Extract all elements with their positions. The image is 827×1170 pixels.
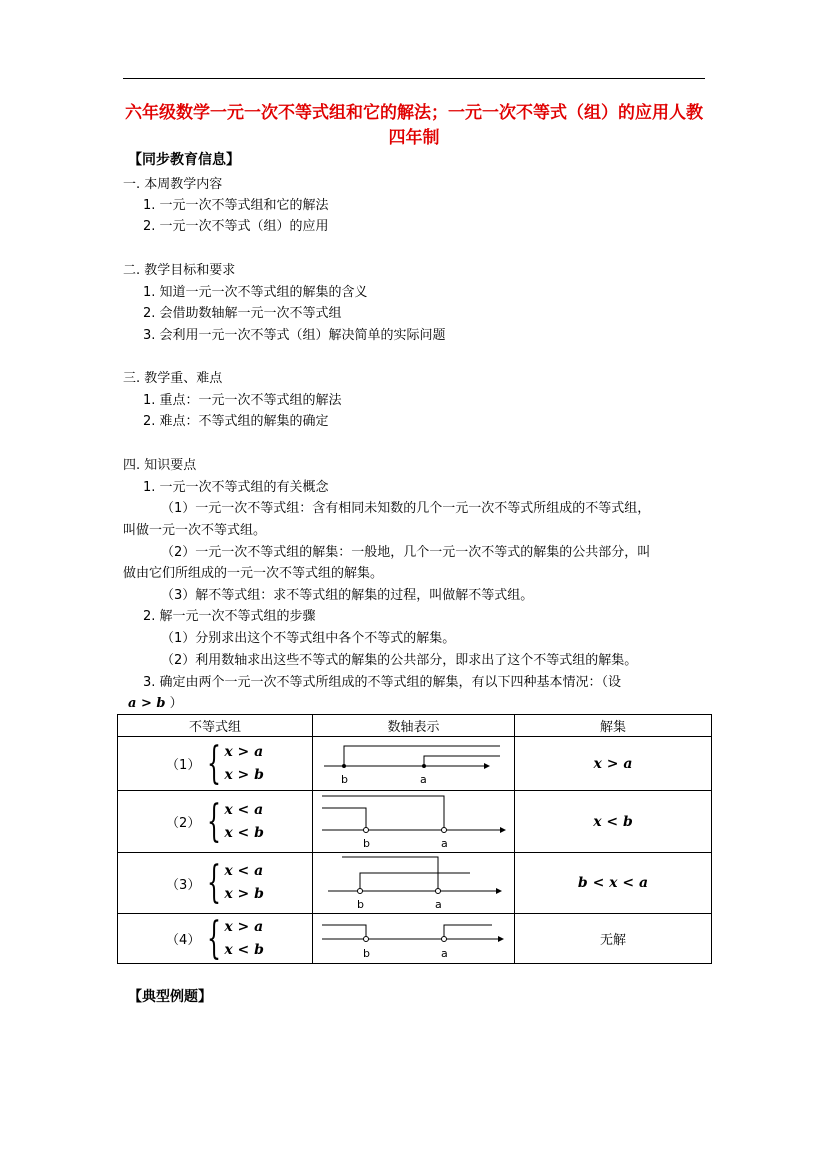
inequality-system-cell: [118, 853, 313, 914]
brace-symbol: {: [207, 912, 222, 964]
number-line-diagram-3: [314, 853, 514, 913]
point-b: [357, 889, 362, 894]
inequality: x > a: [224, 743, 264, 760]
inequality-system-cell: [118, 737, 313, 791]
section2-heading: 二. 教学目标和要求: [123, 263, 236, 278]
solution-bracket-b: [322, 925, 366, 939]
table-row: [118, 853, 712, 914]
number-line-diagram-1: [314, 738, 514, 790]
section1-item: 2. 一元一次不等式（组）的应用: [143, 219, 329, 234]
cases-intro: 3. 确定由两个一元一次不等式所组成的不等式组的解集，有以下四种基本情况：（设: [143, 675, 622, 690]
label-b: b: [362, 836, 370, 850]
section4-heading: 四. 知识要点: [123, 458, 197, 473]
solution-bracket-a: [424, 756, 500, 766]
concept-text: （3）解不等式组：求不等式组的解集的过程，叫做解不等式组。: [161, 588, 534, 603]
solution-bracket-a: [322, 796, 444, 830]
case-number: （2）: [166, 816, 201, 831]
section3-heading: 三. 教学重、难点: [123, 371, 223, 386]
section2-item: 1. 知道一元一次不等式组的解集的含义: [143, 285, 368, 300]
section1-heading: 一. 本周教学内容: [123, 177, 223, 192]
number-line-diagram-4: [314, 915, 514, 963]
number-line-cell: [313, 737, 515, 791]
point-b: [342, 764, 346, 768]
table-header: 解集: [515, 715, 712, 737]
table-header: 数轴表示: [313, 715, 515, 737]
section2-item: 2. 会借助数轴解一元一次不等式组: [143, 306, 342, 321]
label-a: a: [440, 836, 448, 850]
point-a: [441, 936, 446, 941]
concept-text: 叫做一元一次不等式组。: [123, 523, 267, 538]
number-line-cell: [313, 914, 515, 964]
brace-symbol: {: [207, 857, 222, 908]
condition-inequality: a > b: [128, 696, 166, 711]
inequality-system: [166, 857, 264, 908]
section1-item: 1. 一元一次不等式组和它的解法: [143, 198, 329, 213]
steps-heading: 2. 解一元一次不等式组的步骤: [143, 609, 316, 624]
sync-info-heading: 【同步教育信息】: [128, 152, 240, 168]
brace-symbol: {: [207, 795, 222, 847]
label-b: b: [356, 898, 364, 911]
case-number: （1）: [166, 758, 201, 773]
axis-arrow: [498, 936, 504, 942]
number-line-cell: [313, 791, 515, 853]
table-row: [118, 791, 712, 853]
point-a: [441, 827, 446, 832]
label-b: b: [340, 772, 348, 786]
concept-text: （2）一元一次不等式组的解集：一般地，几个一元一次不等式的解集的公共部分，叫: [161, 545, 651, 560]
inequality-cases-table: [117, 714, 712, 964]
table-row: [118, 737, 712, 791]
solution-bracket-b: [360, 873, 470, 891]
point-b: [363, 827, 368, 832]
point-a: [422, 764, 426, 768]
inequality-system: [166, 912, 264, 964]
point-b: [363, 936, 368, 941]
axis-arrow: [484, 763, 490, 769]
point-a: [435, 889, 440, 894]
table-row: [118, 914, 712, 964]
label-a: a: [419, 772, 427, 786]
examples-heading: 【典型例题】: [128, 989, 212, 1005]
step-text: （2）利用数轴求出这些不等式的解集的公共部分，即求出了这个不等式组的解集。: [161, 653, 638, 668]
inequality-system: [166, 737, 264, 789]
brace-symbol: {: [207, 737, 222, 789]
cases-condition: [128, 695, 183, 713]
number-line-cell: [313, 853, 515, 914]
section3-item: 1. 重点：一元一次不等式组的解法: [143, 393, 342, 408]
solution-set: x < b: [515, 791, 712, 853]
page-title: 六年级数学一元一次不等式组和它的解法；一元一次不等式（组）的应用人教四年制: [125, 103, 703, 148]
label-a: a: [440, 946, 448, 960]
table-header-row: [118, 715, 712, 737]
step-text: （1）分别求出这个不等式组中各个不等式的解集。: [161, 631, 456, 646]
table-header: 不等式组: [118, 715, 313, 737]
axis-arrow: [500, 827, 506, 833]
solution-set: x > a: [515, 737, 712, 791]
inequality: x < a: [224, 863, 264, 879]
header-rule: [123, 78, 705, 79]
concept-text: 做由它们所组成的一元一次不等式组的解集。: [123, 566, 384, 581]
solution-bracket-a: [342, 857, 438, 891]
solution-bracket-a: [444, 925, 492, 939]
solution-bracket-b: [322, 808, 366, 830]
inequality: x > b: [224, 886, 264, 902]
section2-item: 3. 会利用一元一次不等式（组）解决简单的实际问题: [143, 328, 446, 343]
inequality-system: [166, 795, 264, 847]
inequality: x < b: [224, 941, 264, 958]
concept-text: （1）一元一次不等式组：含有相同未知数的几个一元一次不等式所组成的不等式组，: [161, 501, 651, 516]
case-number: （3）: [166, 877, 201, 893]
concepts-heading: 1. 一元一次不等式组的有关概念: [143, 480, 329, 495]
inequality-system-cell: [118, 791, 313, 853]
condition-close-paren: ）: [169, 696, 183, 711]
label-a: a: [434, 898, 442, 911]
inequality: x < a: [224, 801, 264, 818]
number-line-diagram-2: [314, 792, 514, 852]
solution-set: b < x < a: [515, 853, 712, 914]
inequality: x < b: [224, 824, 264, 841]
axis-arrow: [496, 888, 502, 894]
inequality: x > b: [224, 766, 264, 783]
label-b: b: [362, 946, 370, 960]
case-number: （4）: [166, 933, 201, 948]
inequality-system-cell: [118, 914, 313, 964]
inequality: x > a: [224, 918, 264, 935]
solution-set: 无解: [515, 914, 712, 964]
section3-item: 2. 难点：不等式组的解集的确定: [143, 414, 329, 429]
